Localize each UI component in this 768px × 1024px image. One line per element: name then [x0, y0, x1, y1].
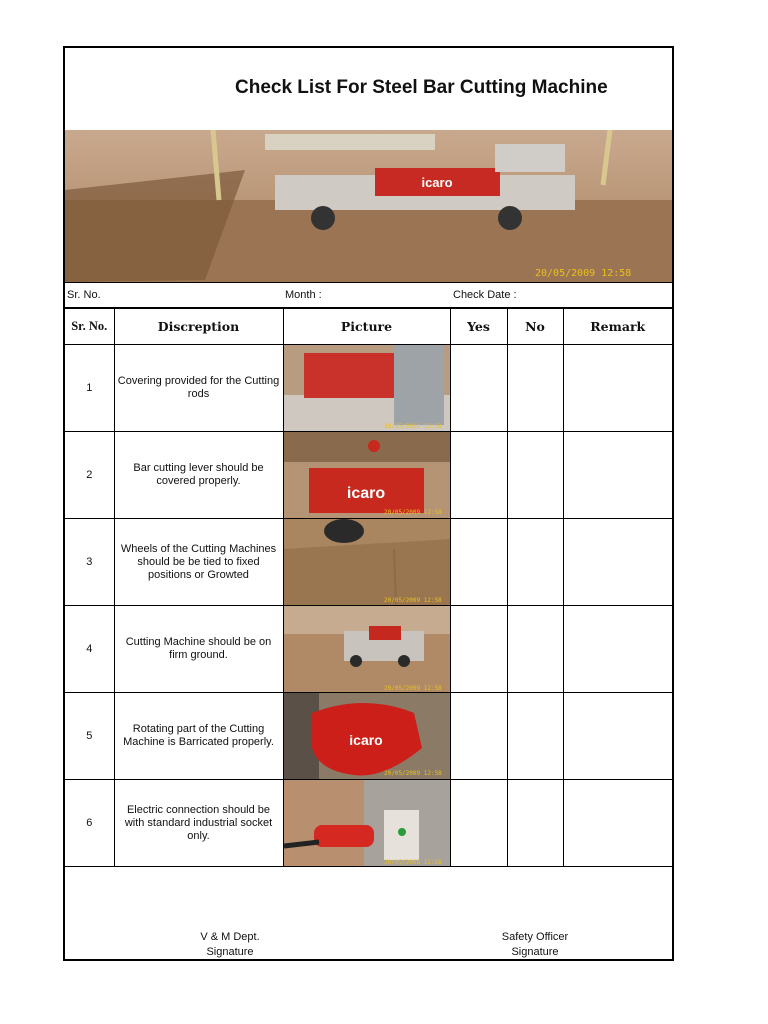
row-picture	[283, 345, 450, 432]
row-no-cell[interactable]	[507, 519, 563, 606]
table-row	[65, 432, 672, 519]
safety-officer-signature-label: Signature	[511, 946, 559, 958]
vm-dept-label: V & M Dept.	[200, 931, 260, 943]
banner-brand-text: icaro	[421, 175, 453, 190]
page-title: Check List For Steel Bar Cutting Machine	[235, 77, 608, 98]
row-yes-cell[interactable]	[450, 345, 507, 432]
photo-barricade	[284, 693, 451, 779]
table-row	[65, 780, 672, 867]
row-remark-cell[interactable]	[563, 693, 672, 780]
meta-row	[65, 282, 672, 308]
row-number: 1	[65, 345, 114, 432]
lever-brand-text: icaro	[346, 485, 385, 502]
row-description: Rotating part of the Cutting Machine is Barricated properly.	[114, 693, 283, 780]
checklist-sheet	[63, 46, 674, 961]
row-picture	[283, 693, 450, 780]
row-number: 3	[65, 519, 114, 606]
header-yes: Yes	[450, 309, 507, 345]
checklist-table	[65, 308, 672, 867]
photo-stamp: 20/05/2009 12:58	[383, 509, 442, 516]
row-no-cell[interactable]	[507, 345, 563, 432]
table-row	[65, 345, 672, 432]
row-no-cell[interactable]	[507, 432, 563, 519]
barricade-brand-text: icaro	[348, 732, 383, 748]
row-remark-cell[interactable]	[563, 606, 672, 693]
row-no-cell[interactable]	[507, 693, 563, 780]
row-picture	[283, 432, 450, 519]
row-number: 2	[65, 432, 114, 519]
header-picture: Picture	[283, 309, 450, 345]
header-sr-no: Sr. No.	[65, 309, 114, 345]
header-no: No	[507, 309, 563, 345]
photo-covering-rods	[284, 345, 451, 431]
row-remark-cell[interactable]	[563, 345, 672, 432]
table-row	[65, 606, 672, 693]
signature-area	[65, 866, 672, 959]
photo-stamp: 20/05/2009 12:58	[383, 597, 442, 604]
row-description: Wheels of the Cutting Machines should be be tied to fixed positions or Growted	[114, 519, 283, 606]
row-no-cell[interactable]	[507, 606, 563, 693]
row-remark-cell[interactable]	[563, 432, 672, 519]
safety-officer-signature	[485, 930, 585, 960]
safety-officer-label: Safety Officer	[501, 931, 569, 943]
row-yes-cell[interactable]	[450, 693, 507, 780]
row-number: 4	[65, 606, 114, 693]
header-remark: Remark	[563, 309, 672, 345]
photo-stamp: 20/05/2009 12:58	[383, 685, 442, 692]
row-picture	[283, 606, 450, 693]
row-number: 6	[65, 780, 114, 867]
table-row	[65, 693, 672, 780]
row-yes-cell[interactable]	[450, 606, 507, 693]
banner-photo	[65, 130, 672, 282]
row-picture	[283, 780, 450, 867]
row-remark-cell[interactable]	[563, 519, 672, 606]
row-description: Covering provided for the Cutting rods	[114, 345, 283, 432]
row-description: Cutting Machine should be on firm ground.	[114, 606, 283, 693]
banner-timestamp: 20/05/2009 12:58	[535, 268, 632, 279]
photo-stamp: 20/05/2009 12:58	[383, 859, 442, 866]
photo-stamp: 20/05/2009 12:58	[383, 423, 442, 430]
banner-photo-image	[65, 130, 672, 282]
row-no-cell[interactable]	[507, 780, 563, 867]
photo-stamp: 20/05/2009 12:58	[383, 770, 442, 777]
vm-dept-signature-label: Signature	[206, 946, 254, 958]
table-header	[65, 309, 672, 345]
row-yes-cell[interactable]	[450, 432, 507, 519]
meta-check-date: Check Date :	[453, 289, 517, 301]
table-row	[65, 519, 672, 606]
row-description: Bar cutting lever should be covered properly.	[114, 432, 283, 519]
vm-dept-signature	[180, 930, 280, 960]
meta-sr-no: Sr. No.	[67, 289, 101, 301]
row-yes-cell[interactable]	[450, 519, 507, 606]
row-yes-cell[interactable]	[450, 780, 507, 867]
row-number: 5	[65, 693, 114, 780]
photo-socket	[284, 780, 451, 866]
photo-cutting-lever	[284, 432, 451, 518]
row-picture	[283, 519, 450, 606]
row-remark-cell[interactable]	[563, 780, 672, 867]
header-description: Discreption	[114, 309, 283, 345]
meta-month: Month :	[285, 289, 322, 301]
photo-firm-ground	[284, 606, 451, 692]
photo-wheels	[284, 519, 451, 605]
row-description: Electric connection should be with standard industrial socket only.	[114, 780, 283, 867]
